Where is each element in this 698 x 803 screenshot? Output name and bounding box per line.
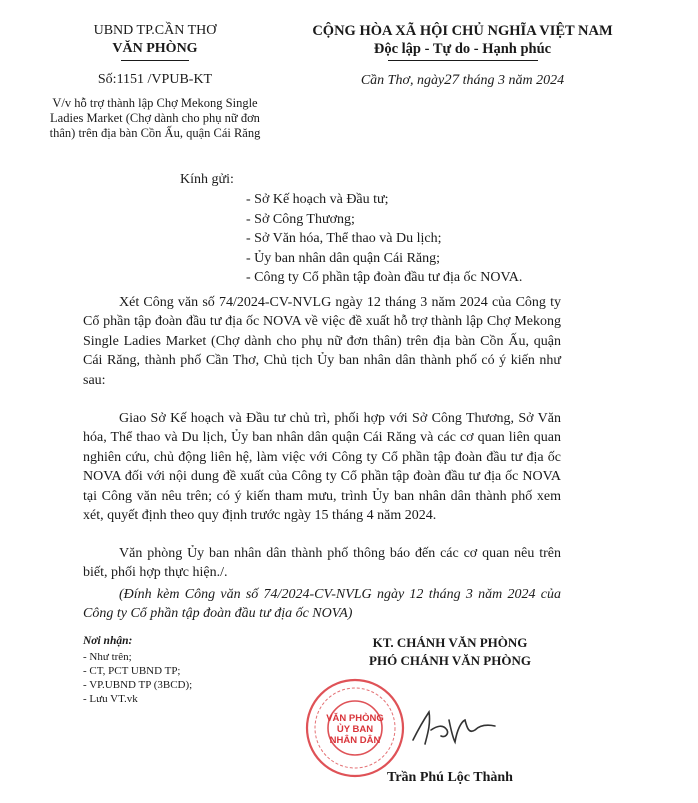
recipient-item: - Ủy ban nhân dân quận Cái Răng; — [246, 250, 441, 266]
issuing-authority — [40, 22, 270, 61]
stamp-line2: ỦY BAN — [336, 724, 374, 735]
signatory-line2: PHÓ CHÁNH VĂN PHÒNG — [369, 653, 531, 668]
signatory-line1: KT. CHÁNH VĂN PHÒNG — [372, 635, 528, 650]
authority-name: UBND TP.CẦN THƠ — [93, 23, 217, 38]
body-paragraph-attachment: (Đính kèm Công văn số 74/2024-CV-NVLG ngày 12 tháng 3 năm 2024 của Công ty Cổ phần tập đoàn đầu tư địa ốc NOVA) — [83, 587, 561, 622]
distribution-item: - Như trên; — [83, 651, 132, 663]
nation-title: CỘNG HÒA XÃ HỘI CHỦ NGHĨA VIỆT NAM — [312, 23, 613, 39]
signatory-title — [330, 634, 570, 670]
stamp-line1: VĂN PHÒNG — [326, 713, 384, 724]
body-paragraph-assignment: Giao Sở Kế hoạch và Đầu tư chủ trì, phối hợp với Sở Công Thương, Sở Văn hóa, Thể thao và Du lịch, Ủy ban nhân dân quận Cái Răng và các cơ quan liên quan nghiên cứu, chủ động liên hệ, làm việc với Công ty Cổ phần tập đoàn đầu tư địa ốc NOVA đối với nội dung đề xuất của Công ty Cổ phần tập đoàn đầu tư địa ốc NOVA tại Công văn nêu trên; có ý kiến tham mưu, trình Ủy ban nhân dân thành phố xem xét, quyết định theo quy định trước ngày 15 tháng 4 năm 2024. — [83, 411, 561, 524]
document-number: Số:1151 /VPUB-KT — [97, 72, 213, 87]
recipient-item: - Sở Công Thương; — [246, 211, 355, 227]
distribution-item: - Lưu VT.vk — [83, 693, 138, 705]
recipient-item: - Công ty Cổ phần tập đoàn đầu tư địa ốc NOVA. — [246, 270, 523, 285]
header-underline — [121, 60, 189, 61]
recipients-list — [246, 190, 522, 288]
document-subject: V/v hỗ trợ thành lập Chợ Mekong Single Ladies Market (Chợ dành cho phụ nữ đơn thân) trên địa bàn Cồn Ấu, quận Cái Răng — [49, 96, 261, 140]
place-prefix: Cần Thơ, ngày — [360, 73, 445, 88]
national-motto: Độc lập - Tự do - Hạnh phúc — [373, 41, 552, 57]
stamp-line3: NHÂN DÂN — [329, 735, 381, 746]
place-date — [255, 72, 670, 89]
distribution-list — [83, 634, 192, 706]
recipient-item: - Sở Kế hoạch và Đầu tư; — [246, 192, 389, 207]
body-paragraph-notice: Văn phòng Ủy ban nhân dân thành phố thông báo đến các cơ quan nêu trên biết, phối hợp thực hiện./. — [83, 546, 561, 581]
distribution-item: - VP.UBND TP (3BCD); — [83, 679, 193, 691]
motto-underline — [388, 60, 538, 61]
date-rest: tháng 3 năm 2024 — [459, 73, 565, 88]
national-header — [255, 22, 670, 61]
handwritten-signature — [405, 700, 505, 752]
distribution-title: Nơi nhận: — [83, 635, 133, 647]
date-day: 27 — [444, 72, 460, 88]
signer-name: Trần Phú Lộc Thành — [387, 770, 513, 785]
office-name: VĂN PHÒNG — [112, 41, 198, 56]
recipient-item: - Sở Văn hóa, Thể thao và Du lịch; — [246, 231, 442, 246]
distribution-item: - CT, PCT UBND TP; — [83, 665, 181, 677]
official-stamp — [303, 676, 407, 780]
body-paragraph-reference: Xét Công văn số 74/2024-CV-NVLG ngày 12 tháng 3 năm 2024 của Công ty Cổ phần tập đoàn đầu tư địa ốc NOVA về việc đề xuất hỗ trợ thành lập Chợ Mekong Single Ladies Market (Chợ dành cho phụ nữ đơn thân) trên địa bàn Cồn Ấu, quận Cái Răng, thành phố Cần Thơ, Chủ tịch Ủy ban nhân dân thành phố có ý kiến như sau: — [83, 295, 561, 388]
recipients-label: Kính gửi: — [180, 172, 234, 187]
